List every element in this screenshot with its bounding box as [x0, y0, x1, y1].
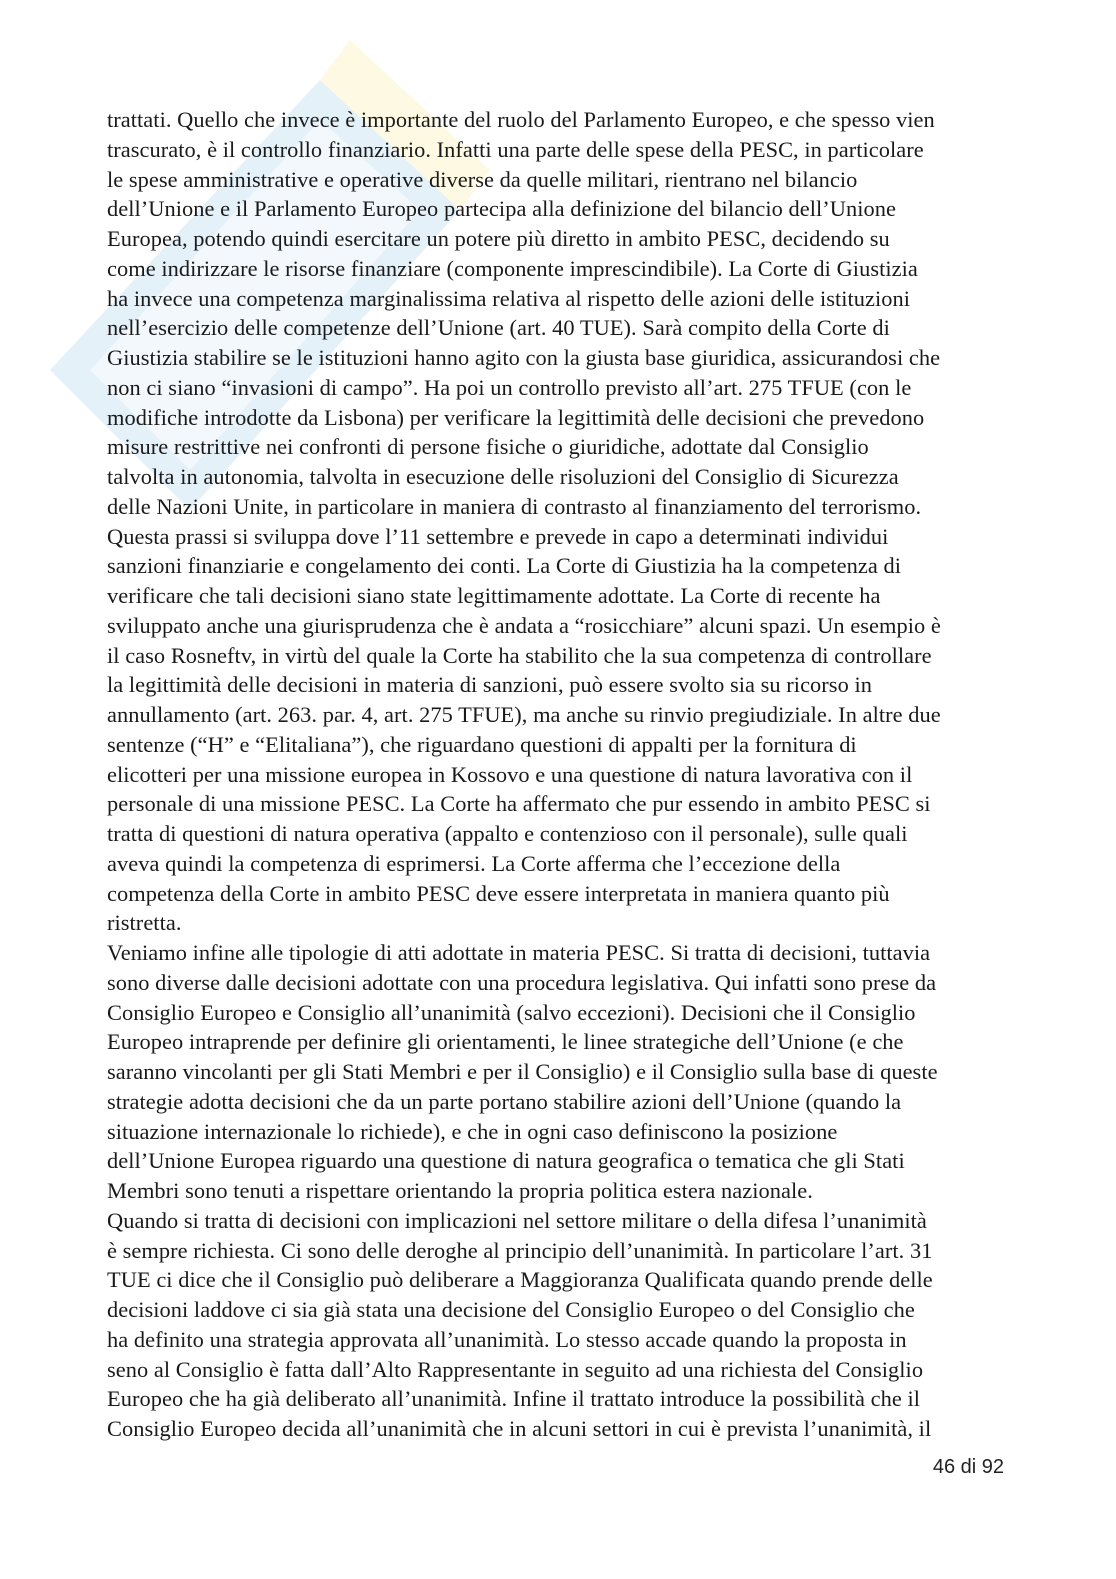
- text-line: Giustizia stabilire se le istituzioni hanno agito con la giusta base giuridica, assicurandosi che: [107, 345, 941, 370]
- text-line: annullamento (art. 263. par. 4, art. 275 TFUE), ma anche su rinvio pregiudiziale. In altre due: [107, 702, 941, 727]
- body-text: [107, 105, 1007, 1444]
- text-line: ha invece una competenza marginalissima relativa al rispetto delle azioni delle istituzioni: [107, 285, 911, 311]
- text-line: Consiglio Europeo decida all’unanimità che in alcuni settori in cui è prevista l’unanimità, il: [107, 1416, 932, 1441]
- text-line: saranno vincolanti per gli Stati Membri e per il Consiglio) e il Consiglio sulla base di queste: [107, 1059, 938, 1084]
- text-line: le spese amministrative e operative diverse da quelle militari, rientrano nel bilancio: [107, 166, 858, 192]
- text-line: TUE ci dice che il Consiglio può deliberare a Maggioranza Qualificata quando prende delle: [107, 1267, 933, 1293]
- text-line: Questa prassi si sviluppa dove l’11 settembre e prevede in capo a determinati individui: [107, 523, 889, 549]
- text-line: il caso Rosneftv, in virtù del quale la Corte ha stabilito che la sua competenza di controllare: [107, 642, 932, 668]
- text-line: ristretta.: [107, 910, 182, 936]
- text-line: trattati. Quello che invece è importante del ruolo del Parlamento Europeo, e che spesso vien: [107, 107, 935, 132]
- text-line: Europeo che ha già deliberato all’unanimità. Infine il trattato introduce la possibilità che il: [107, 1386, 921, 1412]
- text-line: dell’Unione Europea riguardo una questione di natura geografica o tematica che gli Stati: [107, 1148, 905, 1174]
- text-line: personale di una missione PESC. La Corte ha affermato che pur essendo in ambito PESC si: [107, 791, 931, 817]
- text-line: Veniamo infine alle tipologie di atti adottate in materia PESC. Si tratta di decisioni, tuttavia: [107, 940, 931, 965]
- text-line: sviluppato anche una giurisprudenza che è andata a “rosicchiare” alcuni spazi. Un esempio è: [107, 612, 941, 638]
- text-line: trascurato, è il controllo finanziario. Infatti una parte delle spese della PESC, in particolare: [107, 136, 924, 162]
- text-line: verificare che tali decisioni siano state legittimamente adottate. La Corte di recente ha: [107, 583, 881, 608]
- text-line: sono diverse dalle decisioni adottate con una procedura legislativa. Qui infatti sono prese da: [107, 969, 937, 995]
- text-line: non ci siano “invasioni di campo”. Ha poi un controllo previsto all’art. 275 TFUE (con le: [107, 374, 912, 400]
- text-line: aveva quindi la competenza di esprimersi. La Corte afferma che l’eccezione della: [107, 850, 841, 876]
- text-line: la legittimità delle decisioni in materia di sanzioni, può essere svolto sia su ricorso in: [107, 672, 872, 698]
- text-line: Quando si tratta di decisioni con implicazioni nel settore militare o della difesa l’unanimità: [107, 1207, 927, 1233]
- text-line: Consiglio Europeo e Consiglio all’unanimità (salvo eccezioni). Decisioni che il Consiglio: [107, 999, 916, 1025]
- text-line: seno al Consiglio è fatta dall’Alto Rappresentante in seguito ad una richiesta del Consiglio: [107, 1356, 924, 1382]
- text-line: elicotteri per una missione europea in Kossovo e una questione di natura lavorativa con il: [107, 761, 913, 787]
- text-line: situazione internazionale lo richiede), e che in ogni caso definiscono la posizione: [107, 1118, 838, 1144]
- text-line: Europea, potendo quindi esercitare un potere più diretto in ambito PESC, decidendo su: [107, 226, 890, 251]
- text-line: nell’esercizio delle competenze dell’Unione (art. 40 TUE). Sarà compito della Corte di: [107, 315, 890, 341]
- text-line: modifiche introdotte da Lisbona) per verificare la legittimità delle decisioni che prevedono: [107, 404, 925, 430]
- page-number: 46 di 92: [932, 1456, 1004, 1478]
- text-line: strategie adotta decisioni che da un parte portano stabilire azioni dell’Unione (quando la: [107, 1088, 902, 1114]
- text-line: decisioni laddove ci sia già stata una decisione del Consiglio Europeo o del Consiglio che: [107, 1297, 915, 1322]
- text-line: misure restrittive nei confronti di persone fisiche o giuridiche, adottate dal Consiglio: [107, 434, 869, 460]
- text-line: tratta di questioni di natura operativa (appalto e contenzioso con il personale), sulle quali: [107, 821, 908, 846]
- text-line: competenza della Corte in ambito PESC deve essere interpretata in maniera quanto più: [107, 880, 890, 906]
- text-line: talvolta in autonomia, talvolta in esecuzione delle risoluzioni del Consiglio di Sicurezza: [107, 464, 899, 489]
- text-line: ha definito una strategia approvata all’unanimità. Lo stesso accade quando la proposta in: [107, 1326, 907, 1352]
- text-line: Membri sono tenuti a rispettare orientando la propria politica estera nazionale.: [107, 1178, 813, 1203]
- text-line: dell’Unione e il Parlamento Europeo partecipa alla definizione del bilancio dell’Unione: [107, 196, 896, 222]
- text-line: sentenze (“H” e “Elitaliana”), che riguardano questioni di appalti per la fornitura di: [107, 731, 857, 757]
- text-line: è sempre richiesta. Ci sono delle deroghe al principio dell’unanimità. In particolare l’art. 31: [107, 1237, 933, 1263]
- text-line: come indirizzare le risorse finanziare (componente imprescindibile). La Corte di Giustizia: [107, 255, 918, 281]
- text-line: sanzioni finanziarie e congelamento dei conti. La Corte di Giustizia ha la competenza di: [107, 553, 901, 579]
- text-line: Europeo intraprende per definire gli orientamenti, le linee strategiche dell’Unione (e che: [107, 1029, 904, 1055]
- text-line: delle Nazioni Unite, in particolare in maniera di contrasto al finanziamento del terrorismo.: [107, 493, 922, 519]
